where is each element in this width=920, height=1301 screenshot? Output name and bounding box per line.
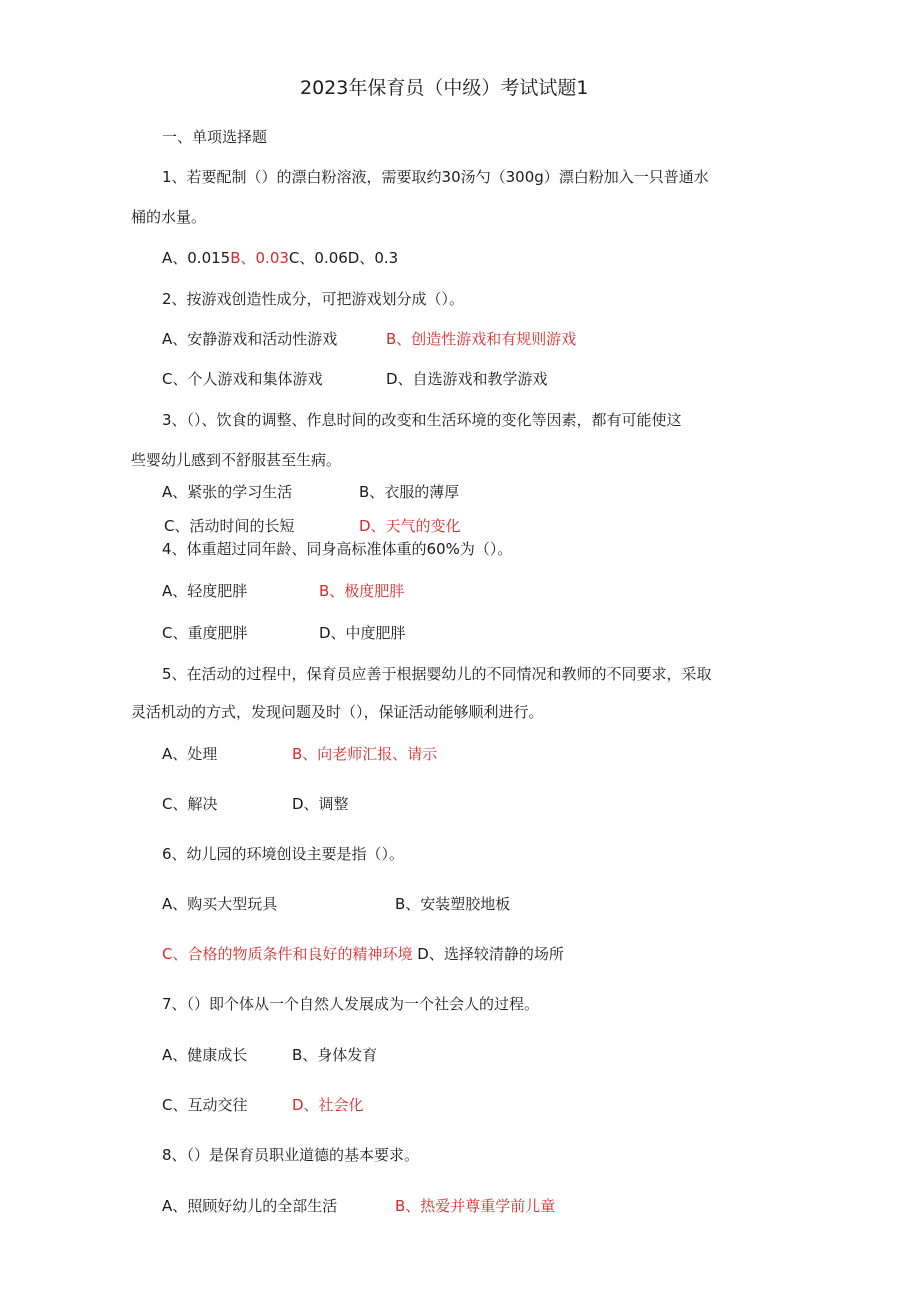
- q1-option-a: A、0.015: [162, 249, 231, 267]
- q8-option-b-answer: B、热爱并尊重学前儿童: [395, 1197, 556, 1215]
- q1-stem-line2: 桶的水量。: [131, 208, 207, 226]
- section-heading: 一、单项选择题: [162, 128, 268, 146]
- q5-option-b-answer: B、向老师汇报、请示: [292, 745, 438, 763]
- q2-stem: 2、按游戏创造性成分，可把游戏划分成（）。: [162, 290, 465, 308]
- q6-option-b: B、安装塑胶地板: [395, 895, 511, 913]
- q5-stem-line2: 灵活机动的方式，发现问题及时（），保证活动能够顺利进行。: [131, 703, 544, 721]
- q6-options-cd: [162, 944, 564, 964]
- q3-option-b: B、衣服的薄厚: [359, 483, 460, 501]
- q5-option-a: A、处理: [162, 745, 218, 763]
- q3-stem-line2: 些婴幼儿感到不舒服甚至生病。: [131, 451, 342, 469]
- q8-stem: 8、（）是保育员职业道德的基本要求。: [162, 1146, 420, 1164]
- q3-option-c: C、活动时间的长短: [164, 517, 295, 535]
- q7-option-c: C、互动交往: [162, 1096, 248, 1114]
- q7-option-d-answer: D、社会化: [292, 1096, 364, 1114]
- q3-option-d-answer: D、天气的变化: [359, 517, 461, 535]
- q5-option-c: C、解决: [162, 795, 218, 813]
- q2-option-d: D、自选游戏和教学游戏: [386, 370, 548, 388]
- q5-option-d: D、调整: [292, 795, 349, 813]
- page-title: 2023年保育员（中级）考试试题1: [300, 77, 589, 99]
- q6-option-a: A、购买大型玩具: [162, 895, 278, 913]
- q2-option-b-answer: B、创造性游戏和有规则游戏: [386, 330, 577, 348]
- q6-option-d: D、选择较清静的场所: [417, 945, 564, 963]
- q7-stem: 7、（）即个体从一个自然人发展成为一个社会人的过程。: [162, 995, 540, 1013]
- q2-option-c: C、个人游戏和集体游戏: [162, 370, 323, 388]
- q3-option-a: A、紧张的学习生活: [162, 483, 293, 501]
- q4-option-b-answer: B、极度肥胖: [319, 582, 405, 600]
- q1-stem-line1: 1、若要配制（）的漂白粉溶液，需要取约30汤勺（300g）漂白粉加入一只普通水: [162, 168, 709, 186]
- q4-option-d: D、中度肥胖: [319, 624, 406, 642]
- q4-option-a: A、轻度肥胖: [162, 582, 248, 600]
- q3-stem-line1: 3、（）、饮食的调整、作息时间的改变和生活环境的变化等因素，都有可能使这: [162, 411, 682, 429]
- q8-option-a: A、照顾好幼儿的全部生活: [162, 1197, 338, 1215]
- q1-option-cd: C、0.06D、0.3: [288, 249, 399, 267]
- q6-stem: 6、幼儿园的环境创设主要是指（）。: [162, 845, 405, 863]
- q5-stem-line1: 5、在活动的过程中，保育员应善于根据婴幼儿的不同情况和教师的不同要求，采取: [162, 665, 712, 683]
- q4-option-c: C、重度肥胖: [162, 624, 248, 642]
- q6-option-c-answer: C、合格的物质条件和良好的精神环境: [162, 945, 413, 963]
- q7-option-b: B、身体发育: [292, 1046, 378, 1064]
- q1-option-b-answer: B、0.03: [230, 249, 289, 267]
- q4-stem: 4、体重超过同年龄、同身高标准体重的60%为（）。: [162, 540, 513, 558]
- q1-options: [162, 248, 398, 268]
- q2-option-a: A、安静游戏和活动性游戏: [162, 330, 338, 348]
- q7-option-a: A、健康成长: [162, 1046, 248, 1064]
